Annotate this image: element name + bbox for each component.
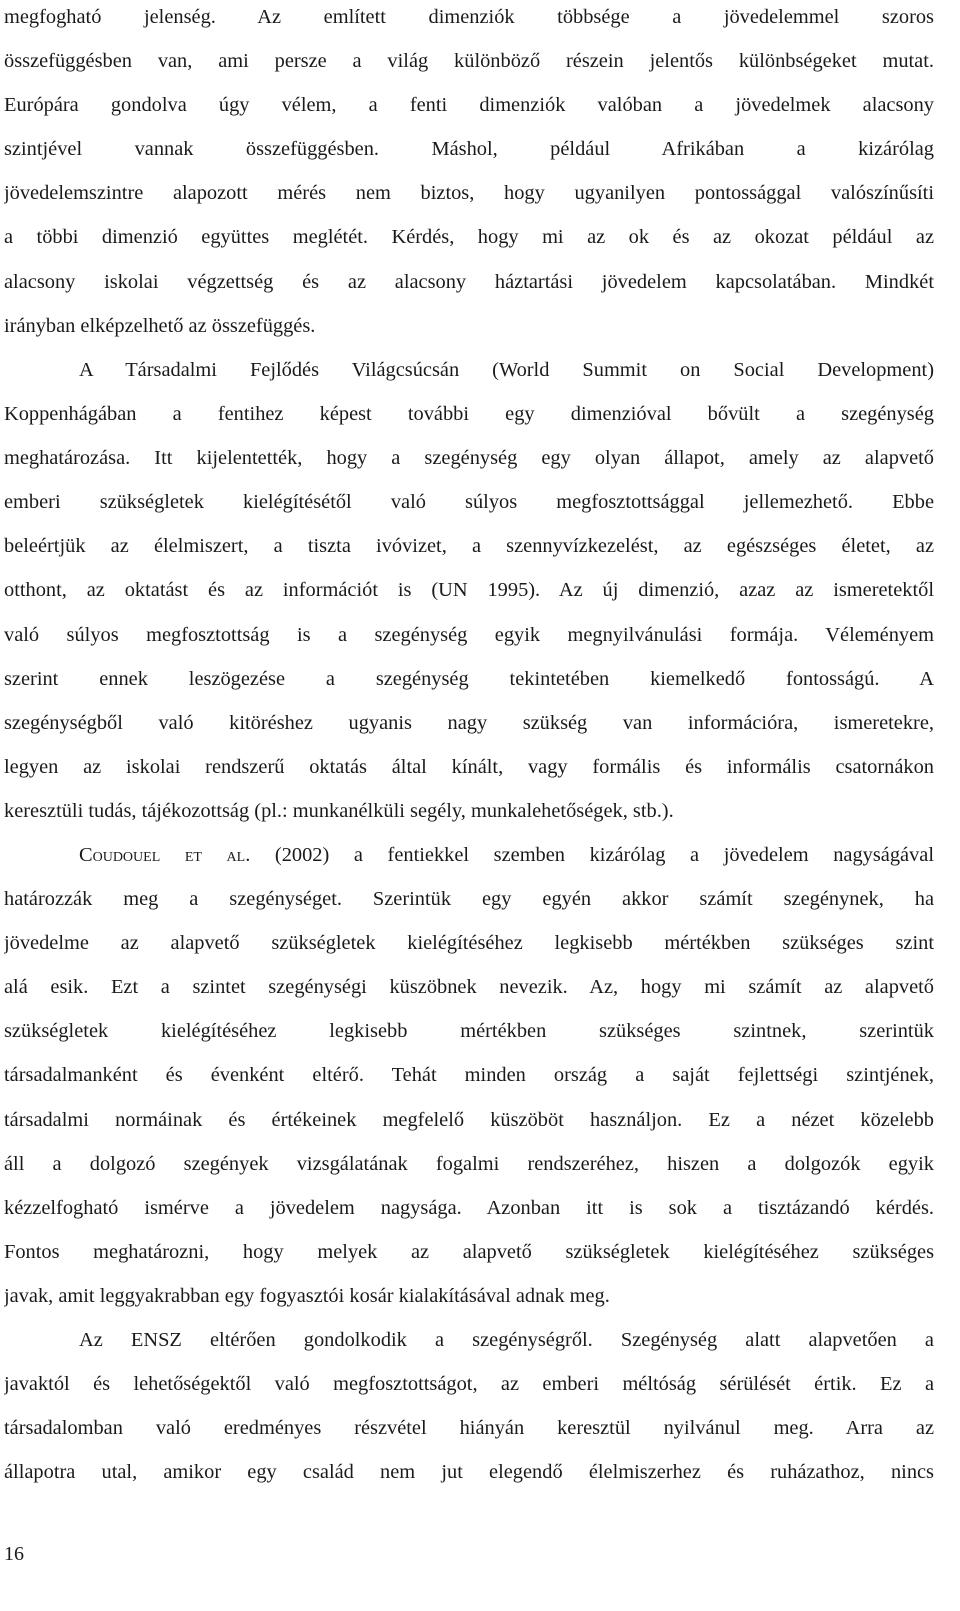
text-line: meghatározása. Itt kijelentették, hogy a szegénység egy olyan állapot, amely az alapvető <box>4 447 934 470</box>
paragraph-2 <box>4 348 934 833</box>
text-line: A Társadalmi Fejlődés Világcsúcsán (World Summit on Social Development) <box>79 359 934 381</box>
text-line: társadalomban való eredményes részvétel hiányán keresztül nyilvánul meg. Arra az <box>4 1417 934 1440</box>
text-line: Európára gondolva úgy vélem, a fenti dimenziók valóban a jövedelmek alacsony <box>4 94 934 117</box>
page-number: 16 <box>4 1543 24 1565</box>
text-line: Koppenhágában a fentihez képest további egy dimenzióval bővült a szegénység <box>4 403 934 426</box>
text-line: Az ENSZ eltérően gondolkodik a szegénységről. Szegénység alatt alapvetően a <box>79 1329 934 1351</box>
text-line: keresztüli tudás, tájékozottság (pl.: munkanélküli segély, munkalehetőségek, stb.). <box>4 799 674 822</box>
text-line: otthont, az oktatást és az információt is (UN 1995). Az új dimenzió, azaz az ismeretektől <box>4 579 934 602</box>
text-line: jövedelemszintre alapozott mérés nem biztos, hogy ugyanilyen pontossággal valószínűsíti <box>4 182 934 205</box>
text-line: szintjével vannak összefüggésben. Máshol, például Afrikában a kizárólag <box>4 138 934 161</box>
text-line-rest: (2002) a fentiekkel szemben kizárólag a jövedelem nagyságával <box>250 844 934 866</box>
text-line: szerint ennek leszögezése a szegénység tekintetében kiemelkedő fontosságú. A <box>4 667 934 690</box>
text-line: Fontos meghatározni, hogy melyek az alapvető szükségletek kielégítéséhez szükséges <box>4 1240 934 1263</box>
text-line: társadalmi normáinak és értékeinek megfelelő küszöböt használjon. Ez a nézet közelebb <box>4 1108 934 1131</box>
text-line: beleértjük az élelmiszert, a tiszta ivóvizet, a szennyvízkezelést, az egészséges életet, az <box>4 535 934 558</box>
text-line: áll a dolgozó szegények vizsgálatának fogalmi rendszeréhez, hiszen a dolgozók egyik <box>4 1152 934 1175</box>
text-line: javak, amit leggyakrabban egy fogyasztói kosár kialakításával adnak meg. <box>4 1284 610 1307</box>
text-line: megfogható jelenség. Az említett dimenziók többsége a jövedelemmel szoros <box>4 6 934 28</box>
text-line: javaktól és lehetőségektől való megfosztottságot, az emberi méltóság sérülését értik. Ez a <box>4 1373 934 1396</box>
text-line: kézzelfogható ismérve a jövedelem nagysága. Azonban itt is sok a tisztázandó kérdés. <box>4 1196 934 1219</box>
text-line: határozzák meg a szegénységet. Szerintük egy egyén akkor számít szegénynek, ha <box>4 888 934 911</box>
text-line: állapotra utal, amikor egy család nem jut elegendő élelmiszerhez és ruházathoz, nincs <box>4 1461 934 1484</box>
paragraph-1 <box>4 0 934 348</box>
text-line: alacsony iskolai végzettség és az alacsony háztartási jövedelem kapcsolatában. Mindkét <box>4 270 934 293</box>
text-line: összefüggésben van, ami persze a világ különböző részein jelentős különbségeket mutat. <box>4 50 934 73</box>
author-citation: Coudouel et al. <box>79 844 251 866</box>
text-line: jövedelme az alapvető szükségletek kielégítéséhez legkisebb mértékben szükséges szint <box>4 932 934 955</box>
text-line: szegénységből való kitöréshez ugyanis nagy szükség van információra, ismeretekre, <box>4 711 934 734</box>
text-line: irányban elképzelhető az összefüggés. <box>4 314 316 337</box>
text-line: emberi szükségletek kielégítésétől való súlyos megfosztottsággal jellemezhető. Ebbe <box>4 491 934 514</box>
text-line: alá esik. Ezt a szintet szegénységi küszöbnek nevezik. Az, hogy mi számít az alapvető <box>4 976 934 999</box>
paragraph-4 <box>4 1318 934 1494</box>
text-line: szükségletek kielégítéséhez legkisebb mértékben szükséges szintnek, szerintük <box>4 1020 934 1043</box>
text-line: legyen az iskolai rendszerű oktatás által kínált, vagy formális és informális csatornákon <box>4 755 934 778</box>
text-line: társadalmanként és évenként eltérő. Tehát minden ország a saját fejlettségi szintjének, <box>4 1064 934 1087</box>
text-line: a többi dimenzió együttes meglétét. Kérdés, hogy mi az ok és az okozat például az <box>4 226 934 249</box>
paragraph-3 <box>4 833 934 1318</box>
text-line: való súlyos megfosztottság is a szegénység egyik megnyilvánulási formája. Véleményem <box>4 623 934 646</box>
text-line <box>4 833 934 877</box>
